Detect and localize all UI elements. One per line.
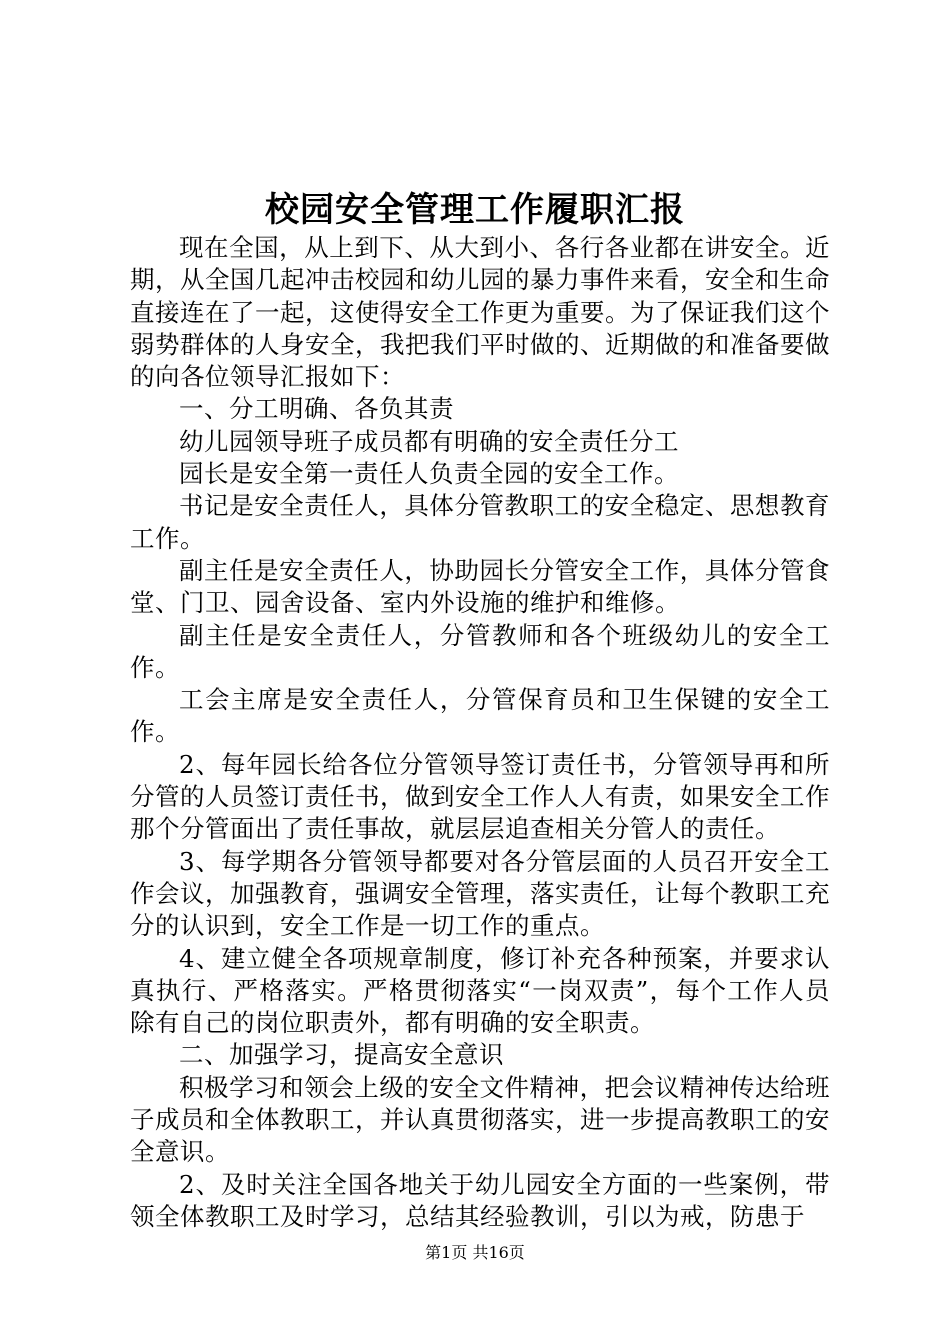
paragraph: 积极学习和领会上级的安全文件精神，把会议精神传达给班子成员和全体教职工，并认真贯彻落实，进一步提高教职工的安全意识。 bbox=[130, 1072, 830, 1167]
section-heading: 二、加强学习，提高安全意识 bbox=[179, 1040, 504, 1070]
document-body bbox=[130, 232, 830, 1233]
paragraph: 2、及时关注全国各地关于幼儿园安全方面的一些案例，带领全体教职工及时学习，总结其经验教训，引以为戒，防患于 bbox=[130, 1169, 830, 1231]
paragraph: 3、每学期各分管领导都要对各分管层面的人员召开安全工作会议，加强教育，强调安全管理，落实责任，让每个教职工充分的认识到，安全工作是一切工作的重点。 bbox=[130, 846, 830, 941]
paragraph: 现在全国，从上到下、从大到小、各行各业都在讲安全。近期，从全国几起冲击校园和幼儿园的暴力事件来看，安全和生命直接连在了一起，这使得安全工作更为重要。为了保证我们这个弱势群体的人身安全，我把我们平时做的、近期做的和准备要做的向各位领导汇报如下： bbox=[130, 233, 830, 392]
paragraph: 园长是安全第一责任人负责全园的安全工作。 bbox=[179, 459, 679, 489]
section-heading: 一、分工明确、各负其责 bbox=[179, 394, 454, 424]
paragraph: 副主任是安全责任人，协助园长分管安全工作，具体分管食堂、门卫、园舍设备、室内外设施的维护和维修。 bbox=[130, 555, 830, 618]
paragraph: 副主任是安全责任人，分管教师和各个班级幼儿的安全工作。 bbox=[130, 620, 830, 682]
paragraph: 工会主席是安全责任人，分管保育员和卫生保键的安全工作。 bbox=[130, 685, 830, 747]
paragraph: 幼儿园领导班子成员都有明确的安全责任分工 bbox=[179, 426, 679, 456]
document-title: 校园安全管理工作履职汇报 bbox=[265, 190, 685, 230]
page-footer: 第1页 共16页 bbox=[425, 1243, 525, 1262]
paragraph: 书记是安全责任人，具体分管教职工的安全稳定、思想教育工作。 bbox=[130, 491, 830, 553]
paragraph: 4、建立健全各项规章制度，修订补充各种预案，并要求认真执行、严格落实。严格贯彻落实“一岗双责”，每个工作人员除有自己的岗位职责外，都有明确的安全职责。 bbox=[130, 943, 830, 1038]
paragraph: 2、每年园长给各位分管领导签订责任书，分管领导再和所分管的人员签订责任书，做到安全工作人人有责，如果安全工作那个分管面出了责任事故，就层层追查相关分管人的责任。 bbox=[130, 749, 830, 844]
